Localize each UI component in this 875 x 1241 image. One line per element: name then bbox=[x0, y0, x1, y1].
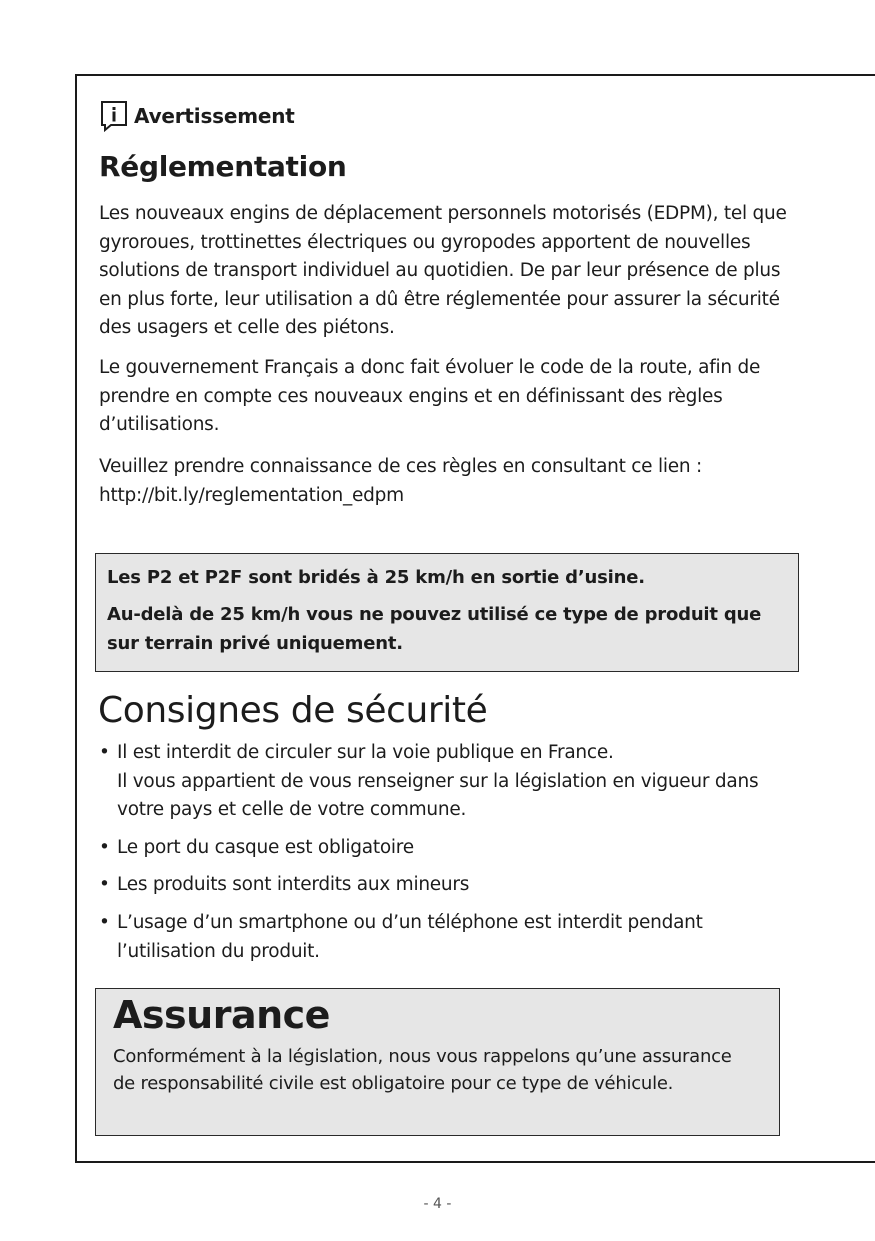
reglementation-title: Réglementation bbox=[99, 150, 347, 183]
bullet: • bbox=[99, 836, 110, 858]
safety-title: Consignes de sécurité bbox=[98, 690, 488, 731]
assurance-body: Conformément à la législation, nous vous rappelons qu’une assurance de responsabilité civile est obligatoire pour ce type de véhicule. bbox=[113, 1046, 732, 1094]
assurance-box bbox=[95, 988, 780, 1136]
list-item-text: Les produits sont interdits aux mineurs bbox=[117, 874, 470, 896]
list-item-text: Il est interdit de circuler sur la voie publique en France. Il vous appartient de vous renseigner sur la législation en vigueur dans votre pays et celle de votre commune. bbox=[117, 742, 759, 821]
page-number: - 4 - bbox=[423, 1196, 452, 1212]
info-icon bbox=[100, 100, 128, 132]
list-item bbox=[99, 871, 789, 900]
list-item-text: L’usage d’un smartphone ou d’un téléphone est interdit pendant l’utilisation du produit. bbox=[117, 911, 703, 962]
warning-label: Avertissement bbox=[134, 104, 295, 128]
reglementation-link-paragraph: Veuillez prendre connaissance de ces règles en consultant ce lien : http://bit.ly/reglementation_edpm bbox=[99, 456, 702, 506]
bullet: • bbox=[99, 874, 110, 896]
speed-limit-notice bbox=[95, 553, 799, 672]
notice-line-2: Au-delà de 25 km/h vous ne pouvez utilisé ce type de produit que sur terrain privé uniquement. bbox=[107, 604, 762, 654]
list-item bbox=[99, 834, 789, 863]
notice-line-1: Les P2 et P2F sont bridés à 25 km/h en sortie d’usine. bbox=[107, 567, 645, 588]
list-item-text: Le port du casque est obligatoire bbox=[117, 836, 414, 858]
reglementation-paragraph: Le gouvernement Français a donc fait évoluer le code de la route, afin de prendre en compte ces nouveaux engins et en définissant des règles d’utilisations. bbox=[99, 357, 761, 436]
safety-list bbox=[99, 739, 789, 975]
list-item bbox=[99, 909, 789, 966]
assurance-title: Assurance bbox=[113, 993, 330, 1037]
bullet: • bbox=[99, 742, 110, 763]
warning-header bbox=[100, 100, 295, 132]
reglementation-paragraph: Les nouveaux engins de déplacement personnels motorisés (EDPM), tel que gyroroues, trottinettes électriques ou gyropodes apportent de nouvelles solutions de transport individuel au quotidien. De par leur présence de plus en plus forte, leur utilisation a dû être réglementée pour assurer la sécurité des usagers et celle des piétons. bbox=[99, 203, 787, 339]
list-item bbox=[99, 739, 789, 825]
bullet: • bbox=[99, 911, 110, 933]
